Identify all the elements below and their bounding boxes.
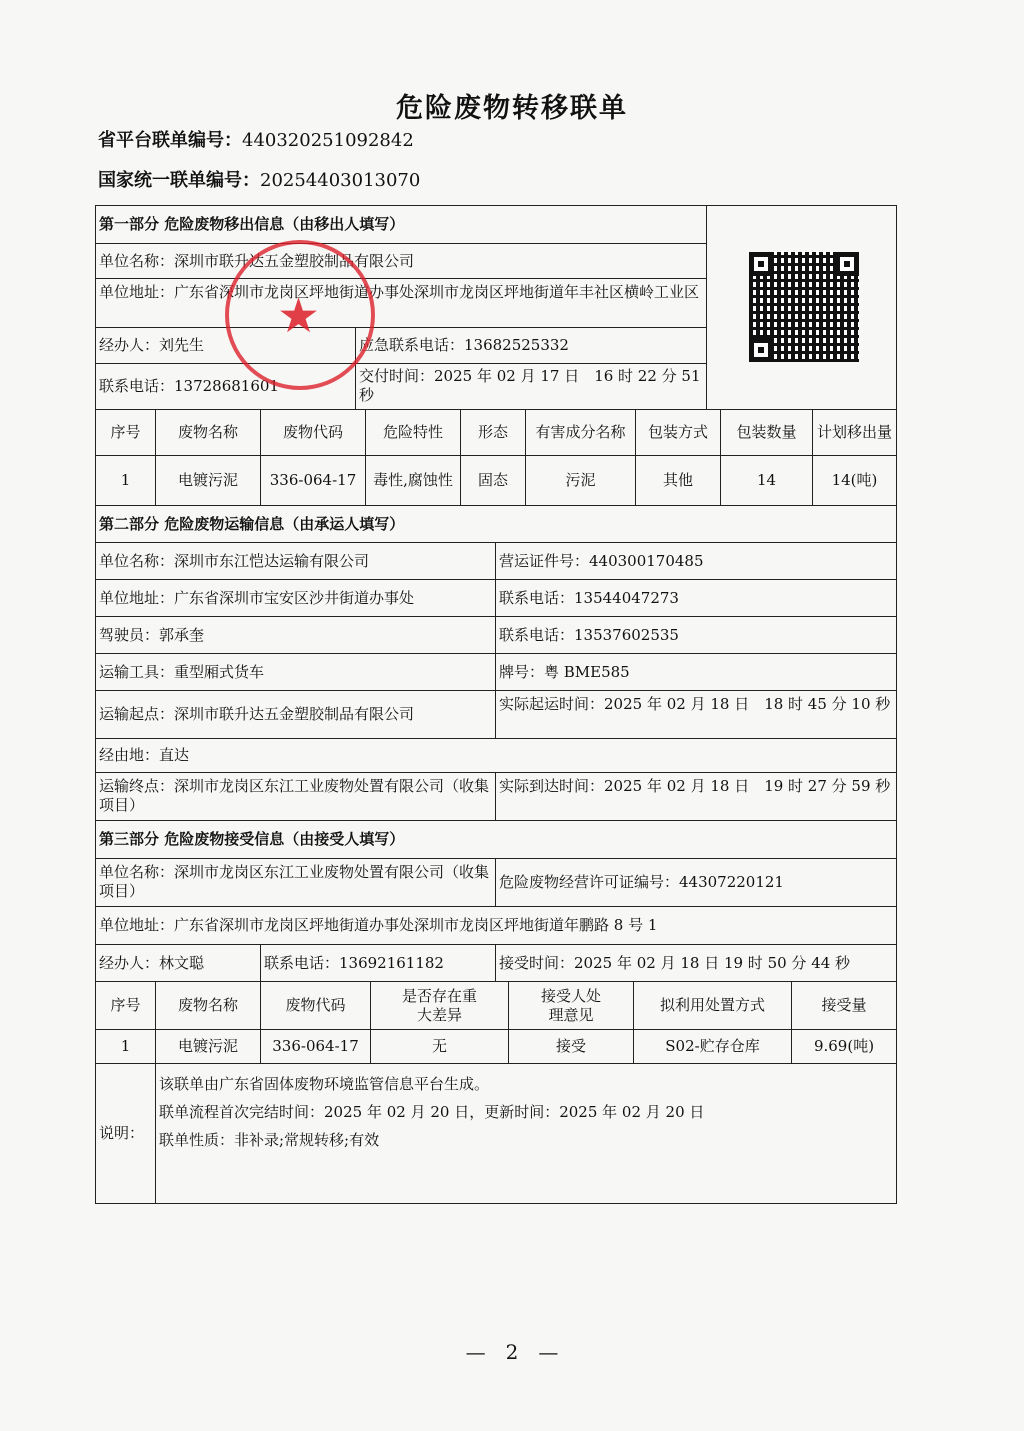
part2-origin: 运输起点：深圳市联升达五金塑胶制品有限公司: [96, 691, 496, 739]
part3-unit-address: 单位地址：广东省深圳市龙岗区坪地街道办事处深圳市龙岗区坪地街道年鹏路 8 号 1: [96, 907, 896, 945]
provincial-number-value: 440320251092842: [242, 130, 414, 151]
p1-td-component: 污泥: [526, 456, 636, 506]
part2-contact-phone: 联系电话：13544047273: [496, 580, 896, 617]
part3-heading: 第三部分 危险废物接受信息（由接受人填写）: [96, 821, 896, 859]
document-title: 危险废物转移联单: [396, 93, 628, 124]
part3-handler: 经办人：林文聪: [96, 945, 261, 982]
p1-th-package-count: 包装数量: [721, 410, 813, 456]
part1-contact-phone: 联系电话：13728681601: [96, 364, 356, 410]
star-icon: ★: [277, 288, 321, 344]
part2-via: 经由地：直达: [96, 739, 896, 773]
part1-unit-name: 单位名称：深圳市联升达五金塑胶制品有限公司: [96, 244, 706, 279]
provincial-number-label: 省平台联单编号：: [98, 130, 242, 151]
p3-td-index: 1: [96, 1030, 156, 1064]
national-number-line: [98, 166, 420, 192]
provincial-number-line: [98, 126, 414, 152]
p3-th-received-amount: 接受量: [792, 982, 896, 1030]
part2-driver: 驾驶员：郭承奎: [96, 617, 496, 654]
p1-td-name: 电镀污泥: [156, 456, 261, 506]
part2-driver-phone: 联系电话：13537602535: [496, 617, 896, 654]
transfer-form: [95, 205, 897, 1204]
p1-th-component: 有害成分名称: [526, 410, 636, 456]
part1-heading: 第一部分 危险废物移出信息（由移出人填写）: [96, 206, 706, 244]
notes-line-3: 联单性质：非补录;常规转移;有效: [159, 1131, 380, 1149]
part1-handover-time: 交付时间：2025 年 02 月 17 日 16 时 22 分 51 秒: [356, 364, 706, 410]
part2-unit-address: 单位地址：广东省深圳市宝安区沙井街道办事处: [96, 580, 496, 617]
p1-th-packaging: 包装方式: [636, 410, 721, 456]
p3-td-received-amount: 9.69(吨): [792, 1030, 896, 1064]
p1-th-hazard: 危险特性: [366, 410, 461, 456]
p1-td-form: 固态: [461, 456, 526, 506]
p1-td-packaging: 其他: [636, 456, 721, 506]
p3-td-name: 电镀污泥: [156, 1030, 261, 1064]
qr-code-cell: [706, 206, 896, 410]
p1-th-form: 形态: [461, 410, 526, 456]
p1-td-planned-amount: 14(吨): [813, 456, 896, 506]
qr-code-icon: [749, 252, 859, 362]
p3-td-discrepancy: 无: [371, 1030, 509, 1064]
p3-td-disposal: S02-贮存仓库: [634, 1030, 792, 1064]
part1-handler: 经办人：刘先生: [96, 328, 356, 364]
part2-unit-name: 单位名称：深圳市东江恺达运输有限公司: [96, 543, 496, 580]
part3-permit-no: 危险废物经营许可证编号：44307220121: [496, 859, 896, 907]
part3-receive-time: 接受时间：2025 年 02 月 18 日 19 时 50 分 44 秒: [496, 945, 896, 982]
notes-line-1: 该联单由广东省固体废物环境监管信息平台生成。: [159, 1075, 490, 1093]
part2-destination: 运输终点：深圳市龙岗区东江工业废物处置有限公司（收集项目）: [96, 773, 496, 821]
part2-arrive-time: 实际到达时间：2025 年 02 月 18 日 19 时 27 分 59 秒: [496, 773, 896, 821]
p1-th-name: 废物名称: [156, 410, 261, 456]
notes-label: 说明：: [96, 1064, 156, 1203]
p1-td-package-count: 14: [721, 456, 813, 506]
part2-vehicle: 运输工具：重型厢式货车: [96, 654, 496, 691]
part2-depart-time: 实际起运时间：2025 年 02 月 18 日 18 时 45 分 10 秒: [496, 691, 896, 739]
part1-unit-address: 单位地址：广东省深圳市龙岗区坪地街道办事处深圳市龙岗区坪地街道年丰社区横岭工业区: [96, 279, 706, 328]
p1-th-index: 序号: [96, 410, 156, 456]
p3-th-opinion: 接受人处理意见: [509, 982, 634, 1030]
part3-unit-name: 单位名称：深圳市龙岗区东江工业废物处置有限公司（收集项目）: [96, 859, 496, 907]
part2-plate: 牌号：粤 BME585: [496, 654, 896, 691]
p3-th-disposal: 拟利用处置方式: [634, 982, 792, 1030]
p3-th-code: 废物代码: [261, 982, 371, 1030]
p1-th-planned-amount: 计划移出量: [813, 410, 896, 456]
part2-license-no: 营运证件号：440300170485: [496, 543, 896, 580]
p3-th-index: 序号: [96, 982, 156, 1030]
p1-td-hazard: 毒性,腐蚀性: [366, 456, 461, 506]
national-number-value: 20254403013070: [260, 170, 421, 191]
notes-content: [156, 1064, 896, 1203]
p3-td-opinion: 接受: [509, 1030, 634, 1064]
p1-td-code: 336-064-17: [261, 456, 366, 506]
p3-th-discrepancy: 是否存在重大差异: [371, 982, 509, 1030]
p3-th-name: 废物名称: [156, 982, 261, 1030]
part1-emergency-phone: 应急联系电话：13682525332: [356, 328, 706, 364]
p1-th-code: 废物代码: [261, 410, 366, 456]
part3-contact-phone: 联系电话：13692161182: [261, 945, 496, 982]
national-number-label: 国家统一联单编号：: [98, 170, 260, 191]
page-number: — 2 —: [465, 1340, 559, 1364]
part2-heading: 第二部分 危险废物运输信息（由承运人填写）: [96, 506, 896, 543]
p1-td-index: 1: [96, 456, 156, 506]
p3-td-code: 336-064-17: [261, 1030, 371, 1064]
notes-line-2: 联单流程首次完结时间：2025 年 02 月 20 日，更新时间：2025 年 02 月 20 日: [159, 1103, 705, 1121]
